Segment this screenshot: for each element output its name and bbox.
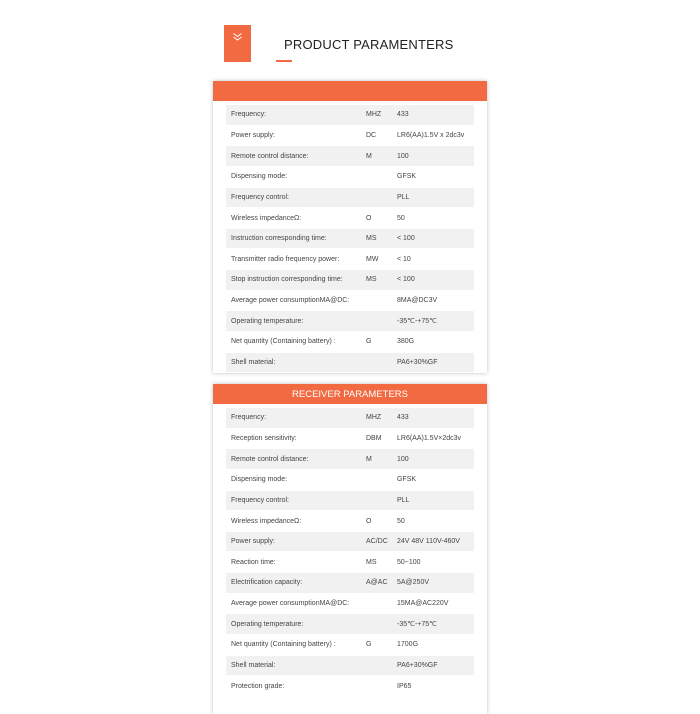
- receiver-panel-header: RECEIVER PARAMETERS: [213, 384, 487, 404]
- parameter-value: PA6+30%GF: [397, 662, 438, 669]
- parameter-value: 50~100: [397, 558, 421, 566]
- parameter-unit: MHZ: [366, 414, 382, 422]
- parameter-name: Remote control distance:: [231, 455, 309, 463]
- parameter-name: Instruction corresponding time:: [231, 235, 327, 243]
- parameter-name: Remote control distance:: [231, 152, 309, 160]
- parameter-name: Shell material:: [231, 662, 276, 669]
- table-row: [226, 105, 474, 126]
- table-row: [226, 491, 474, 512]
- parameter-name: Net quantity (Containing battery) :: [231, 338, 336, 346]
- table-row: [226, 353, 474, 374]
- table-row: [226, 676, 474, 697]
- parameter-value: -35℃-+75℃: [397, 621, 438, 629]
- parameter-unit: O: [366, 214, 372, 222]
- parameter-name: Stop instruction corresponding time:: [231, 276, 343, 284]
- parameter-value: 50: [397, 517, 405, 525]
- parameter-name: Reception sensitivity:: [231, 434, 297, 442]
- receiver-parameter-table: [213, 404, 487, 697]
- parameter-value: PLL: [397, 193, 410, 201]
- parameter-unit: G: [366, 338, 372, 346]
- parameter-name: Frequency control:: [231, 193, 289, 201]
- parameter-unit: M: [366, 152, 372, 160]
- parameter-name: Power supply:: [231, 131, 275, 139]
- table-row: [226, 429, 474, 450]
- parameter-name: Protection grade:: [231, 682, 285, 690]
- parameter-unit: MW: [366, 255, 379, 263]
- table-row: [226, 408, 474, 429]
- parameter-value: 380G: [397, 338, 415, 346]
- parameter-value: 15MA@AC220V: [397, 600, 449, 608]
- parameter-unit: O: [366, 517, 372, 525]
- parameter-name: Reaction time:: [231, 558, 276, 566]
- parameter-value: < 100: [397, 276, 415, 284]
- parameter-value: 50: [397, 214, 405, 222]
- parameter-value: PLL: [397, 496, 410, 504]
- parameter-name: Average power consumptionMA@DC:: [231, 297, 350, 305]
- parameter-value: 433: [397, 414, 409, 422]
- table-row: [226, 573, 474, 594]
- parameter-name: Frequency:: [231, 111, 267, 119]
- parameter-value: PA6+30%GF: [397, 359, 438, 366]
- parameter-unit: MS: [366, 235, 377, 243]
- transmitter-parameter-table: [213, 101, 487, 373]
- title-underline: [276, 60, 292, 62]
- parameter-unit: MHZ: [366, 111, 382, 119]
- parameter-unit: AC/DC: [366, 538, 388, 546]
- table-row: [226, 635, 474, 656]
- parameter-unit: M: [366, 455, 372, 463]
- table-row: [226, 126, 474, 147]
- parameter-unit: MS: [366, 558, 377, 566]
- parameter-name: Net quantity (Containing battery) :: [231, 641, 336, 649]
- table-row: [226, 614, 474, 635]
- parameter-name: Transmitter radio frequency power:: [231, 255, 340, 263]
- transmitter-panel-header: [213, 81, 487, 101]
- transmitter-parameters-panel: [213, 81, 487, 373]
- receiver-parameters-panel: [213, 384, 487, 714]
- table-row: [226, 167, 474, 188]
- parameter-name: Dispensing mode:: [231, 476, 288, 484]
- parameter-value: 5A@250V: [397, 579, 430, 587]
- table-row: [226, 291, 474, 312]
- table-row: [226, 470, 474, 491]
- parameter-unit: DBM: [366, 434, 382, 442]
- parameter-value: 100: [397, 152, 409, 160]
- table-row: [226, 594, 474, 615]
- parameter-name: Operating temperature:: [231, 620, 304, 628]
- parameter-unit: A@AC: [366, 579, 388, 587]
- parameter-name: Power supply:: [231, 538, 275, 546]
- parameter-name: Frequency:: [231, 414, 267, 422]
- table-row: [226, 249, 474, 270]
- parameter-value: 24V 48V 110V-460V: [397, 538, 460, 546]
- parameter-name: Wireless impedanceΩ:: [231, 214, 302, 222]
- table-row: [226, 208, 474, 229]
- parameter-value: 1700G: [397, 641, 419, 649]
- parameter-value: 100: [397, 455, 409, 463]
- table-row: [226, 511, 474, 532]
- page-title: PRODUCT PARAMENTERS: [284, 37, 454, 52]
- table-row: [226, 311, 474, 332]
- chevron-down-icon: [232, 32, 243, 42]
- parameter-value: LR6(AA)1.5V x 2dc3v: [397, 131, 465, 139]
- parameter-name: Average power consumptionMA@DC:: [231, 600, 350, 608]
- parameter-name: Operating temperature:: [231, 317, 304, 325]
- table-row: [226, 552, 474, 573]
- table-row: [226, 270, 474, 291]
- parameter-value: IP65: [397, 682, 412, 690]
- parameter-name: Electrification capacity:: [231, 579, 303, 587]
- parameter-name: Shell material:: [231, 359, 276, 366]
- table-row: [226, 656, 474, 677]
- table-row: [226, 229, 474, 250]
- parameter-value: 433: [397, 111, 409, 119]
- header-badge: [224, 25, 251, 62]
- parameter-value: GFSK: [397, 476, 417, 484]
- parameter-name: Wireless impedanceΩ:: [231, 517, 302, 525]
- parameter-value: -35℃-+75℃: [397, 318, 438, 326]
- parameter-name: Frequency control:: [231, 496, 289, 504]
- parameter-value: GFSK: [397, 173, 417, 181]
- parameter-unit: MS: [366, 276, 377, 284]
- parameter-unit: DC: [366, 131, 377, 139]
- table-row: [226, 332, 474, 353]
- parameter-value: LR6(AA)1.5V×2dc3v: [397, 434, 462, 442]
- parameter-unit: G: [366, 641, 372, 649]
- parameter-name: Dispensing mode:: [231, 173, 288, 181]
- parameter-value: < 10: [397, 255, 411, 263]
- table-row: [226, 532, 474, 553]
- table-row: [226, 449, 474, 470]
- table-row: [226, 146, 474, 167]
- parameter-value: < 100: [397, 235, 415, 243]
- table-row: [226, 188, 474, 209]
- parameter-value: 8MA@DC3V: [397, 297, 438, 305]
